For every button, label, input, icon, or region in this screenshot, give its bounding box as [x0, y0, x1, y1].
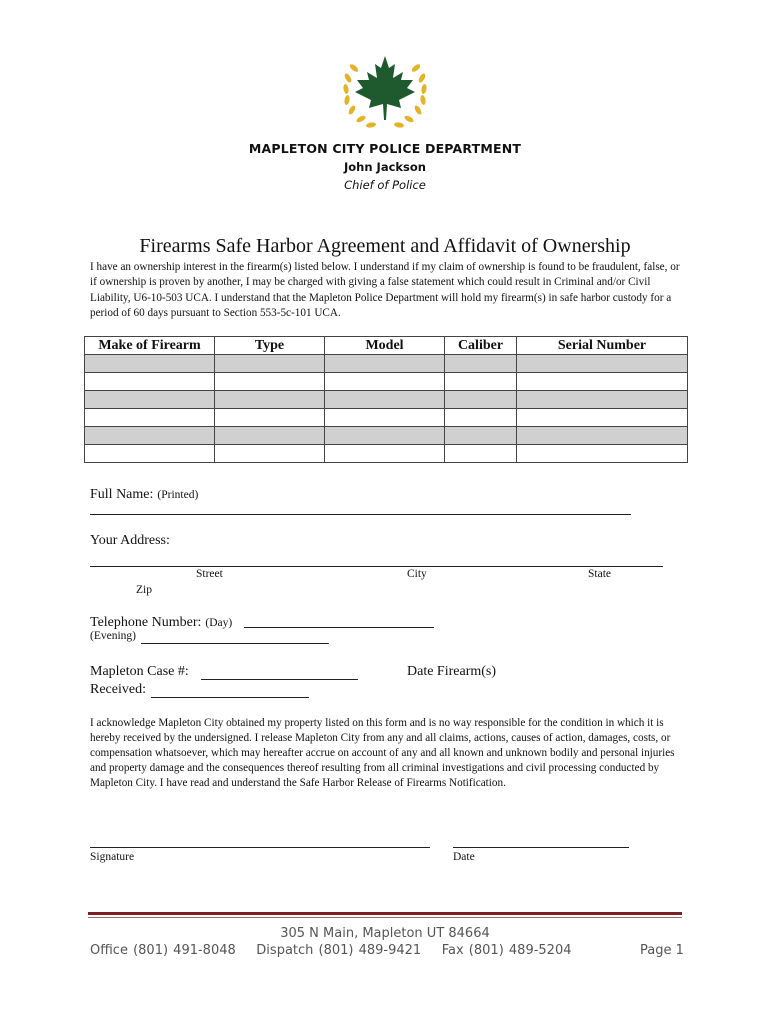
table-cell[interactable]	[445, 373, 517, 391]
chief-title: Chief of Police	[344, 178, 426, 192]
table-cell[interactable]	[325, 409, 445, 427]
full-name-row	[90, 485, 198, 503]
signature-label: Signature	[90, 851, 135, 863]
maple-leaf-logo	[335, 52, 435, 132]
table-cell[interactable]	[325, 427, 445, 445]
table-row	[85, 391, 688, 409]
column-header-model: Model	[325, 337, 445, 355]
table-row	[85, 355, 688, 373]
full-name-hint: (Printed)	[157, 489, 199, 501]
footer-phone-numbers	[90, 943, 572, 958]
phone-row	[90, 613, 232, 631]
department-name: MAPLETON CITY POLICE DEPARTMENT	[248, 141, 522, 156]
table-cell[interactable]	[517, 355, 688, 373]
footer-divider	[88, 912, 682, 915]
received-label: Received:	[90, 682, 146, 697]
table-cell[interactable]	[85, 391, 215, 409]
table-header-row	[85, 337, 688, 355]
column-header-type: Type	[215, 337, 325, 355]
phone-label: Telephone Number:	[90, 615, 202, 630]
footer-divider-thin	[88, 917, 682, 918]
table-row	[85, 445, 688, 463]
phone-evening-field[interactable]	[141, 643, 329, 644]
table-cell[interactable]	[325, 391, 445, 409]
full-name-label: Full Name:	[90, 487, 154, 502]
address-label: Your Address:	[90, 533, 170, 548]
date-field[interactable]	[453, 847, 629, 848]
footer-fax: Fax (801) 489-5204	[441, 943, 572, 958]
table-row	[85, 373, 688, 391]
phone-day-field[interactable]	[244, 627, 434, 628]
column-header-caliber: Caliber	[445, 337, 517, 355]
column-header-serial: Serial Number	[517, 337, 688, 355]
form-title: Firearms Safe Harbor Agreement and Affidavit of Ownership	[139, 235, 631, 257]
table-cell[interactable]	[85, 355, 215, 373]
table-cell[interactable]	[445, 445, 517, 463]
table-cell[interactable]	[445, 409, 517, 427]
table-cell[interactable]	[517, 427, 688, 445]
case-number-field[interactable]	[201, 679, 358, 680]
table-cell[interactable]	[85, 373, 215, 391]
intro-paragraph: I have an ownership interest in the firearm(s) listed below. I understand if my claim of ownership is found to be fraudulent, false, or if ownership is proven by another, I may be charged with giving a false statement which could result in Criminal and/or Civil Liability, U6-10-503 UCA. I understand that the Mapleton Police Department will hold my firearm(s) in safe harbor custody for a period of 60 days pursuant to Section 553-5c-101 UCA.	[90, 261, 680, 319]
date-label: Date	[453, 851, 475, 863]
table-row	[85, 409, 688, 427]
date-firearms-label: Date Firearm(s)	[407, 664, 497, 679]
acknowledgement-paragraph: I acknowledge Mapleton City obtained my property listed on this form and is no way responsible for the condition in which it is hereby received by the undersigned. I release Mapleton City from any and all claims, actions, causes of action, damages, costs, or compensation whatsoever, which may hereafter accrue on account of any and all known and unknown bodily and personal injuries and property damage and the consequences thereof resulting from all criminal investigations and civil processing conducted by Mapleton City. I have read and understand the Safe Harbor Release of Firearms Notification.	[90, 717, 675, 790]
phone-evening-label: (Evening)	[90, 630, 136, 642]
chief-name: John Jackson	[344, 160, 426, 174]
table-row	[85, 427, 688, 445]
received-field[interactable]	[151, 697, 309, 698]
table-cell[interactable]	[215, 445, 325, 463]
signature-field[interactable]	[90, 847, 430, 848]
street-label: Street	[196, 568, 223, 580]
table-cell[interactable]	[517, 373, 688, 391]
table-cell[interactable]	[85, 445, 215, 463]
state-label: State	[588, 568, 611, 580]
table-cell[interactable]	[215, 391, 325, 409]
table-cell[interactable]	[517, 409, 688, 427]
table-cell[interactable]	[215, 355, 325, 373]
table-cell[interactable]	[445, 391, 517, 409]
table-cell[interactable]	[517, 391, 688, 409]
table-cell[interactable]	[215, 373, 325, 391]
table-cell[interactable]	[215, 427, 325, 445]
table-cell[interactable]	[325, 373, 445, 391]
footer-dispatch-phone: Dispatch (801) 489-9421	[256, 943, 422, 958]
table-cell[interactable]	[325, 445, 445, 463]
table-cell[interactable]	[85, 409, 215, 427]
table-cell[interactable]	[325, 355, 445, 373]
case-number-label: Mapleton Case #:	[90, 664, 189, 679]
page-number: Page 1	[640, 943, 684, 958]
phone-day-label: (Day)	[205, 617, 233, 629]
maple-leaf-icon	[355, 56, 415, 120]
table-cell[interactable]	[445, 355, 517, 373]
table-cell[interactable]	[445, 427, 517, 445]
table-cell[interactable]	[85, 427, 215, 445]
column-header-make: Make of Firearm	[85, 337, 215, 355]
zip-label: Zip	[136, 584, 152, 596]
footer-address: 305 N Main, Mapleton UT 84664	[280, 926, 490, 941]
city-label: City	[407, 568, 427, 580]
footer-office-phone: Office (801) 491-8048	[90, 943, 236, 958]
firearms-table	[84, 336, 688, 463]
table-cell[interactable]	[215, 409, 325, 427]
full-name-field[interactable]	[90, 514, 631, 515]
table-cell[interactable]	[517, 445, 688, 463]
address-field[interactable]	[90, 566, 663, 567]
